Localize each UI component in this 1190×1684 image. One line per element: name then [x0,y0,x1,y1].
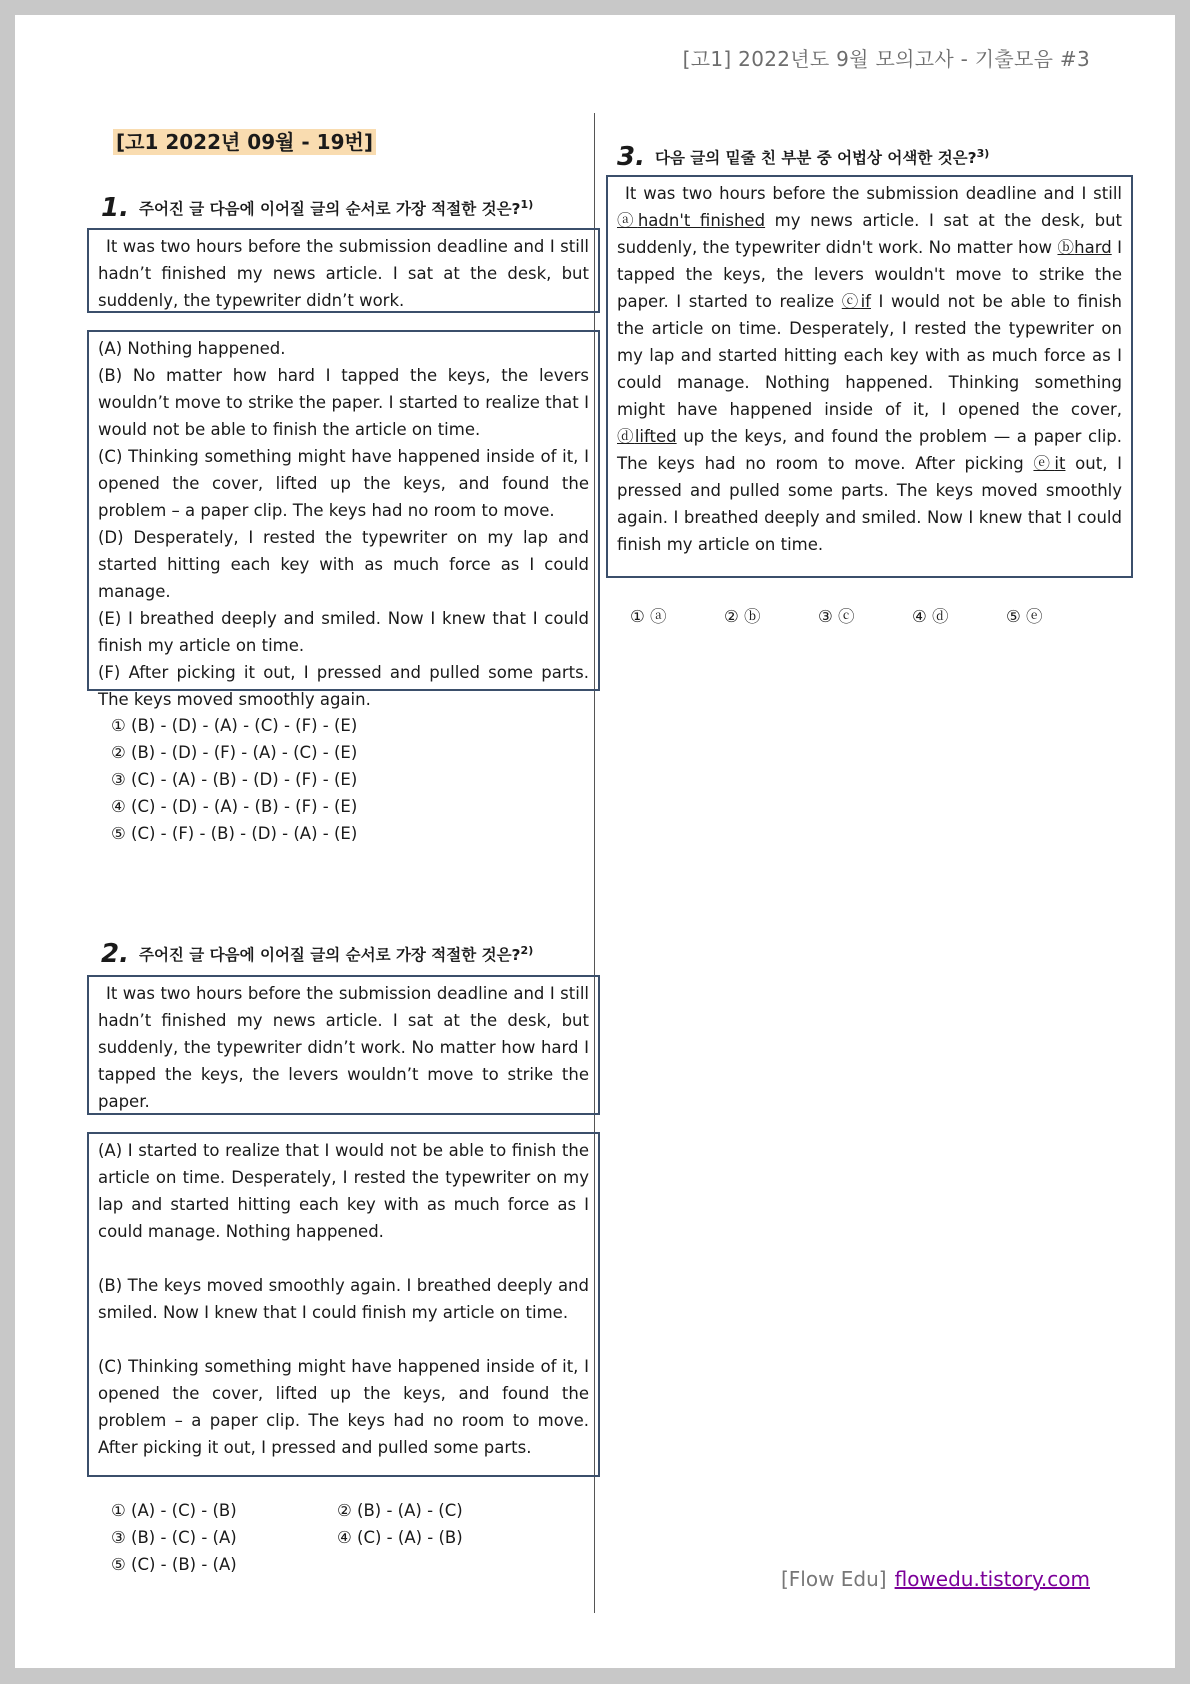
q3-footnote: 3) [976,146,990,160]
q1-part-c: (C) Thinking something might have happened inside of it, I opened the cover, lifted up the keys, and found the problem – a paper clip. The keys had no room to move. [98,447,589,520]
q1-title [101,193,533,223]
q1-part-e: (E) I breathed deeply and smiled. Now I knew that I could finish my article on time. [98,609,589,655]
q1-choice-4[interactable]: ④ (C) - (D) - (A) - (B) - (F) - (E) [111,797,358,816]
q3-choice-3[interactable]: ③ ⓒ [818,607,855,626]
page-footer [781,1567,1090,1591]
marker-a-label: ⓐ [617,211,638,230]
marker-c-label: ⓒ [841,292,861,311]
q1-parts-box [87,330,600,709]
underline-a-text: hadn't finished [637,211,766,230]
q2-part-b: (B) The keys moved smoothly again. I breathed deeply and smiled. Now I knew that I could finish my article on time. [98,1276,589,1322]
q3-passage [617,180,1122,558]
underline-c-text: if [860,292,871,311]
q2-choice-4[interactable]: ④ (C) - (A) - (B) [337,1528,463,1547]
marker-a [617,211,765,230]
q1-intro-text: It was two hours before the submission deadline and I still hadn’t finished my news article. I sat at the desk, but suddenly, the typewriter didn’t work. [98,237,589,310]
q2-intro-box [87,975,600,1115]
q3-choice-2[interactable]: ② ⓑ [724,607,761,626]
q3-choices [630,603,1050,627]
q2-choice-3[interactable]: ③ (B) - (C) - (A) [111,1528,237,1547]
q3-number: 3. [617,142,645,172]
footer-brand: [Flow Edu] [780,1567,887,1591]
footer-link[interactable]: flowedu.tistory.com [894,1567,1090,1591]
q1-number: 1. [101,193,129,223]
q1-prompt: 주어진 글 다음에 이어질 글의 순서로 가장 적절한 것은? [138,200,521,218]
q1-choice-2[interactable]: ② (B) - (D) - (F) - (A) - (C) - (E) [111,743,358,762]
q2-parts-box [87,1132,600,1477]
q3-seg-2: my news article. I sat at the desk, but suddenly, the typewriter didn't work. No matter how [617,211,1122,257]
q2-prompt: 주어진 글 다음에 이어질 글의 순서로 가장 적절한 것은? [138,946,521,964]
q3-choice-5[interactable]: ⑤ ⓔ [1006,607,1043,626]
q1-part-b: (B) No matter how hard I tapped the keys, the levers wouldn’t move to strike the paper. I started to realize that I would not be able to finish the article on time. [98,366,589,439]
q2-choice-5[interactable]: ⑤ (C) - (B) - (A) [111,1555,237,1574]
underline-a [617,211,765,230]
q2-choices [111,1497,511,1578]
underline-d [617,427,677,446]
q3-seg-5: up the keys, and found the problem — a paper clip. The keys had no room to move. After picking [617,427,1122,473]
marker-b-label: ⓑ [1057,238,1075,257]
q3-seg-1: It was two hours before the submission deadline and I still [625,184,1122,203]
q1-choices [111,712,357,847]
q3-choice-1[interactable]: ① ⓐ [630,607,667,626]
q2-intro-text: It was two hours before the submission deadline and I still hadn’t finished my news article. I sat at the desk, but suddenly, the typewriter didn’t work. No matter how hard I tapped the keys, the levers wouldn’t move to strike the paper. [98,984,589,1111]
marker-d-label: ⓓ [617,427,635,446]
q1-part-a: (A) Nothing happened. [98,339,286,358]
q2-choice-2[interactable]: ② (B) - (A) - (C) [337,1501,463,1520]
worksheet-page [15,15,1175,1668]
q3-passage-box [606,175,1133,578]
q1-part-f: (F) After picking it out, I pressed and pulled some parts. The keys moved smoothly again. [98,663,589,709]
q3-prompt: 다음 글의 밑줄 친 부분 중 어법상 어색한 것은? [654,149,977,167]
underline-d-text: lifted [634,427,677,446]
q1-part-d: (D) Desperately, I rested the typewriter on my lap and started hitting each key with as much force as I could manage. [98,528,589,601]
q2-choice-1[interactable]: ① (A) - (C) - (B) [111,1501,237,1520]
q3-seg-4: I would not be able to finish the article on time. Desperately, I rested the typewriter on my lap and started hitting each key with as much force as I could manage. Nothing happened. Thinking something might have happened inside of it, I opened the cover, [617,292,1122,419]
q2-footnote: 2) [520,943,534,957]
page-header: [고1] 2022년도 9월 모의고사 - 기출모음 #3 [682,47,1090,71]
q3-seg-6: out, I pressed and pulled some parts. The keys moved smoothly again. I breathed deeply and smiled. Now I knew that I could finish my article on time. [617,454,1122,554]
q2-part-a: (A) I started to realize that I would not be able to finish the article on time. Desperately, I rested the typewriter on my lap and started hitting each key with as much force as I could manage. Nothing happened. [98,1141,589,1241]
q1-choice-3[interactable]: ③ (C) - (A) - (B) - (D) - (F) - (E) [111,770,358,789]
q3-choice-4[interactable]: ④ ⓓ [912,607,949,626]
underline-c [842,292,871,311]
q1-choice-5[interactable]: ⑤ (C) - (F) - (B) - (D) - (A) - (E) [111,824,358,843]
q3-title [617,142,989,172]
q2-title [101,939,533,969]
q1-intro-box [87,228,600,313]
q2-part-c: (C) Thinking something might have happened inside of it, I opened the cover, lifted up the keys, and found the problem – a paper clip. The keys had no room to move. After picking it out, I pressed and pulled some parts. [98,1357,589,1457]
underline-e-text: it [1054,454,1066,473]
underline-e [1033,454,1065,473]
q1-choice-1[interactable]: ① (B) - (D) - (A) - (C) - (F) - (E) [111,716,358,735]
q2-number: 2. [101,939,129,969]
underline-b [1057,238,1111,257]
underline-b-text: hard [1074,238,1112,257]
q1-footnote: 1) [520,197,534,211]
marker-e-label: ⓔ [1033,454,1055,473]
q3-seg-3: I tapped the keys, the levers wouldn't move to strike the paper. I started to realize [617,238,1122,311]
section-tag: [고1 2022년 09월 - 19번] [113,129,376,155]
